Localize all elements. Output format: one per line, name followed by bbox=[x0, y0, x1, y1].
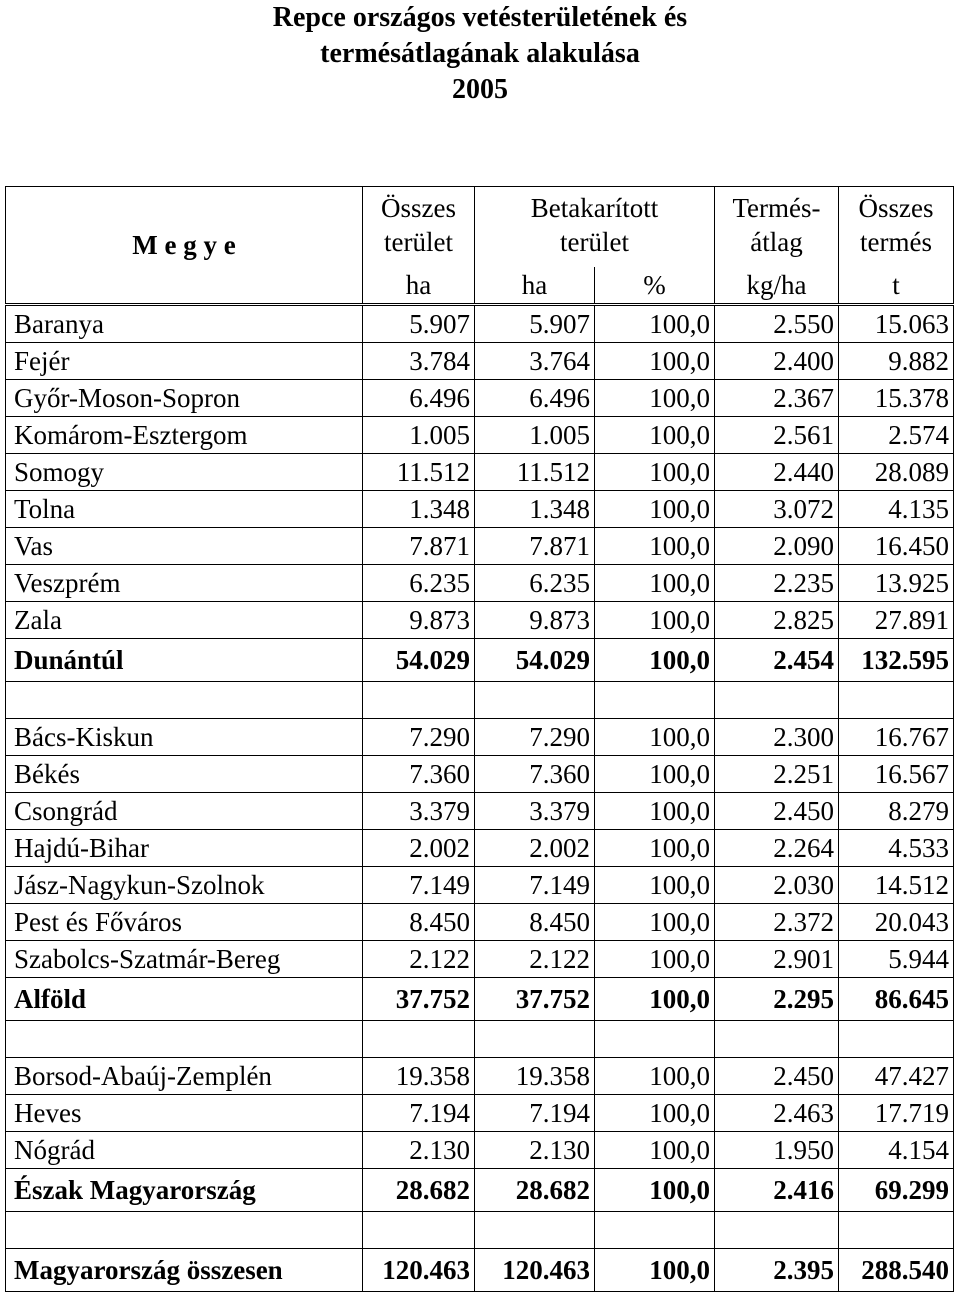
betakaritott-ha-cell: 11.512 bbox=[475, 454, 595, 491]
county-name-cell: Tolna bbox=[6, 491, 363, 528]
termesatlag-cell: 2.264 bbox=[715, 830, 839, 867]
spacer-cell bbox=[839, 1212, 954, 1249]
header-osszes-termes bbox=[839, 187, 954, 268]
termesatlag-cell: 2.251 bbox=[715, 756, 839, 793]
spacer-row bbox=[6, 1021, 954, 1058]
county-name-cell: Nógrád bbox=[6, 1132, 363, 1169]
osszes-termes-cell: 47.427 bbox=[839, 1058, 954, 1095]
unit-ha-2: ha bbox=[475, 267, 595, 305]
table-row bbox=[6, 793, 954, 830]
total-row bbox=[6, 1249, 954, 1292]
header-betakaritott-line2: terület bbox=[560, 227, 629, 257]
table-row bbox=[6, 343, 954, 380]
spacer-cell bbox=[475, 1212, 595, 1249]
osszes-terulet-cell: 11.512 bbox=[363, 454, 475, 491]
betakaritott-pct-cell: 100,0 bbox=[595, 941, 715, 978]
betakaritott-pct-cell: 100,0 bbox=[595, 602, 715, 639]
termesatlag-cell: 2.450 bbox=[715, 1058, 839, 1095]
betakaritott-pct-cell: 100,0 bbox=[595, 904, 715, 941]
osszes-termes-cell: 5.944 bbox=[839, 941, 954, 978]
osszes-terulet-cell: 1.348 bbox=[363, 491, 475, 528]
county-name-cell: Békés bbox=[6, 756, 363, 793]
betakaritott-ha-cell: 9.873 bbox=[475, 602, 595, 639]
betakaritott-ha-cell: 120.463 bbox=[475, 1249, 595, 1292]
betakaritott-pct-cell: 100,0 bbox=[595, 491, 715, 528]
osszes-terulet-cell: 1.005 bbox=[363, 417, 475, 454]
betakaritott-ha-cell: 3.764 bbox=[475, 343, 595, 380]
betakaritott-pct-cell: 100,0 bbox=[595, 1249, 715, 1292]
betakaritott-ha-cell: 8.450 bbox=[475, 904, 595, 941]
table-row bbox=[6, 719, 954, 756]
betakaritott-ha-cell: 7.149 bbox=[475, 867, 595, 904]
header-osszes-termes-line2: termés bbox=[860, 227, 932, 257]
termesatlag-cell: 2.395 bbox=[715, 1249, 839, 1292]
table-row bbox=[6, 417, 954, 454]
osszes-terulet-cell: 6.235 bbox=[363, 565, 475, 602]
county-name-cell: Borsod-Abaúj-Zemplén bbox=[6, 1058, 363, 1095]
spacer-cell bbox=[475, 682, 595, 719]
termesatlag-cell: 2.300 bbox=[715, 719, 839, 756]
betakaritott-pct-cell: 100,0 bbox=[595, 343, 715, 380]
county-name-cell: Vas bbox=[6, 528, 363, 565]
termesatlag-cell: 2.561 bbox=[715, 417, 839, 454]
spacer-cell bbox=[715, 1212, 839, 1249]
osszes-termes-cell: 14.512 bbox=[839, 867, 954, 904]
osszes-termes-cell: 132.595 bbox=[839, 639, 954, 682]
spacer-cell bbox=[363, 682, 475, 719]
county-name-cell: Dunántúl bbox=[6, 639, 363, 682]
osszes-terulet-cell: 3.784 bbox=[363, 343, 475, 380]
table-row bbox=[6, 756, 954, 793]
county-name-cell: Somogy bbox=[6, 454, 363, 491]
header-osszes-terulet bbox=[363, 187, 475, 268]
county-name-cell: Pest és Főváros bbox=[6, 904, 363, 941]
betakaritott-ha-cell: 7.871 bbox=[475, 528, 595, 565]
betakaritott-ha-cell: 1.005 bbox=[475, 417, 595, 454]
spacer-cell bbox=[595, 682, 715, 719]
spacer-cell bbox=[595, 1212, 715, 1249]
unit-kgha: kg/ha bbox=[715, 267, 839, 305]
osszes-terulet-cell: 19.358 bbox=[363, 1058, 475, 1095]
county-name-cell: Észak Magyarország bbox=[6, 1169, 363, 1212]
osszes-termes-cell: 9.882 bbox=[839, 343, 954, 380]
osszes-terulet-cell: 120.463 bbox=[363, 1249, 475, 1292]
spacer-cell bbox=[715, 1021, 839, 1058]
header-osszes-terulet-line1: Összes bbox=[381, 193, 456, 223]
osszes-termes-cell: 4.154 bbox=[839, 1132, 954, 1169]
osszes-termes-cell: 15.063 bbox=[839, 305, 954, 343]
termesatlag-cell: 2.901 bbox=[715, 941, 839, 978]
termesatlag-cell: 2.440 bbox=[715, 454, 839, 491]
osszes-termes-cell: 4.533 bbox=[839, 830, 954, 867]
header-betakaritott-line1: Betakarított bbox=[530, 193, 659, 223]
table-row bbox=[6, 830, 954, 867]
betakaritott-ha-cell: 5.907 bbox=[475, 305, 595, 343]
spacer-cell bbox=[595, 1021, 715, 1058]
osszes-termes-cell: 17.719 bbox=[839, 1095, 954, 1132]
betakaritott-pct-cell: 100,0 bbox=[595, 1058, 715, 1095]
osszes-termes-cell: 69.299 bbox=[839, 1169, 954, 1212]
betakaritott-pct-cell: 100,0 bbox=[595, 830, 715, 867]
spacer-row bbox=[6, 682, 954, 719]
osszes-termes-cell: 16.767 bbox=[839, 719, 954, 756]
osszes-terulet-cell: 8.450 bbox=[363, 904, 475, 941]
spacer-cell bbox=[6, 1021, 363, 1058]
table-row bbox=[6, 941, 954, 978]
osszes-terulet-cell: 54.029 bbox=[363, 639, 475, 682]
betakaritott-pct-cell: 100,0 bbox=[595, 1132, 715, 1169]
betakaritott-ha-cell: 2.122 bbox=[475, 941, 595, 978]
betakaritott-pct-cell: 100,0 bbox=[595, 454, 715, 491]
betakaritott-ha-cell: 3.379 bbox=[475, 793, 595, 830]
table-row bbox=[6, 565, 954, 602]
header-termesatlag bbox=[715, 187, 839, 268]
header-osszes-terulet-line2: terület bbox=[384, 227, 453, 257]
termesatlag-cell: 2.450 bbox=[715, 793, 839, 830]
betakaritott-pct-cell: 100,0 bbox=[595, 380, 715, 417]
betakaritott-pct-cell: 100,0 bbox=[595, 793, 715, 830]
osszes-termes-cell: 28.089 bbox=[839, 454, 954, 491]
county-name-cell: Heves bbox=[6, 1095, 363, 1132]
termesatlag-cell: 1.950 bbox=[715, 1132, 839, 1169]
osszes-terulet-cell: 2.122 bbox=[363, 941, 475, 978]
betakaritott-ha-cell: 7.290 bbox=[475, 719, 595, 756]
county-name-cell: Alföld bbox=[6, 978, 363, 1021]
osszes-terulet-cell: 28.682 bbox=[363, 1169, 475, 1212]
osszes-terulet-cell: 2.130 bbox=[363, 1132, 475, 1169]
betakaritott-pct-cell: 100,0 bbox=[595, 305, 715, 343]
betakaritott-pct-cell: 100,0 bbox=[595, 719, 715, 756]
osszes-termes-cell: 27.891 bbox=[839, 602, 954, 639]
betakaritott-pct-cell: 100,0 bbox=[595, 978, 715, 1021]
osszes-termes-cell: 4.135 bbox=[839, 491, 954, 528]
spacer-cell bbox=[363, 1021, 475, 1058]
subtotal-row bbox=[6, 639, 954, 682]
osszes-terulet-cell: 7.149 bbox=[363, 867, 475, 904]
county-name-cell: Hajdú-Bihar bbox=[6, 830, 363, 867]
betakaritott-ha-cell: 1.348 bbox=[475, 491, 595, 528]
county-name-cell: Zala bbox=[6, 602, 363, 639]
table-row bbox=[6, 491, 954, 528]
betakaritott-pct-cell: 100,0 bbox=[595, 639, 715, 682]
table-row bbox=[6, 305, 954, 343]
termesatlag-cell: 2.295 bbox=[715, 978, 839, 1021]
spacer-row bbox=[6, 1212, 954, 1249]
county-name-cell: Jász-Nagykun-Szolnok bbox=[6, 867, 363, 904]
betakaritott-pct-cell: 100,0 bbox=[595, 1169, 715, 1212]
termesatlag-cell: 2.550 bbox=[715, 305, 839, 343]
county-name-cell: Csongrád bbox=[6, 793, 363, 830]
spacer-cell bbox=[6, 682, 363, 719]
termesatlag-cell: 2.825 bbox=[715, 602, 839, 639]
termesatlag-cell: 3.072 bbox=[715, 491, 839, 528]
table-row bbox=[6, 380, 954, 417]
betakaritott-ha-cell: 7.194 bbox=[475, 1095, 595, 1132]
osszes-terulet-cell: 7.194 bbox=[363, 1095, 475, 1132]
county-name-cell: Győr-Moson-Sopron bbox=[6, 380, 363, 417]
osszes-terulet-cell: 37.752 bbox=[363, 978, 475, 1021]
header-termesatlag-line1: Termés- bbox=[732, 193, 821, 223]
osszes-termes-cell: 20.043 bbox=[839, 904, 954, 941]
betakaritott-pct-cell: 100,0 bbox=[595, 1095, 715, 1132]
header-osszes-termes-line1: Összes bbox=[858, 193, 934, 223]
betakaritott-ha-cell: 19.358 bbox=[475, 1058, 595, 1095]
county-name-cell: Magyarország összesen bbox=[6, 1249, 363, 1292]
unit-ha-1: ha bbox=[363, 267, 475, 305]
osszes-termes-cell: 288.540 bbox=[839, 1249, 954, 1292]
termesatlag-cell: 2.372 bbox=[715, 904, 839, 941]
termesatlag-cell: 2.454 bbox=[715, 639, 839, 682]
table-row bbox=[6, 1132, 954, 1169]
betakaritott-ha-cell: 6.496 bbox=[475, 380, 595, 417]
unit-t: t bbox=[839, 267, 954, 305]
osszes-termes-cell: 8.279 bbox=[839, 793, 954, 830]
spacer-cell bbox=[363, 1212, 475, 1249]
title-line-1: Repce országos vetésterületének és bbox=[272, 2, 688, 33]
spacer-cell bbox=[475, 1021, 595, 1058]
osszes-termes-cell: 86.645 bbox=[839, 978, 954, 1021]
spacer-cell bbox=[715, 682, 839, 719]
county-name-cell: Komárom-Esztergom bbox=[6, 417, 363, 454]
subtotal-row bbox=[6, 1169, 954, 1212]
osszes-termes-cell: 16.450 bbox=[839, 528, 954, 565]
title-line-3: 2005 bbox=[452, 74, 508, 105]
osszes-terulet-cell: 5.907 bbox=[363, 305, 475, 343]
termesatlag-cell: 2.030 bbox=[715, 867, 839, 904]
termesatlag-cell: 2.416 bbox=[715, 1169, 839, 1212]
betakaritott-ha-cell: 6.235 bbox=[475, 565, 595, 602]
termesatlag-cell: 2.235 bbox=[715, 565, 839, 602]
osszes-terulet-cell: 6.496 bbox=[363, 380, 475, 417]
spacer-cell bbox=[839, 1021, 954, 1058]
table-row bbox=[6, 904, 954, 941]
betakaritott-ha-cell: 54.029 bbox=[475, 639, 595, 682]
unit-percent: % bbox=[595, 267, 715, 305]
table-row bbox=[6, 867, 954, 904]
table-row bbox=[6, 1058, 954, 1095]
termesatlag-cell: 2.400 bbox=[715, 343, 839, 380]
osszes-terulet-cell: 9.873 bbox=[363, 602, 475, 639]
page-title bbox=[0, 0, 960, 108]
table-row bbox=[6, 528, 954, 565]
title-line-2: termésátlagának alakulása bbox=[320, 38, 640, 69]
header-termesatlag-line2: átlag bbox=[750, 227, 803, 257]
table-row bbox=[6, 602, 954, 639]
osszes-terulet-cell: 2.002 bbox=[363, 830, 475, 867]
header-betakaritott-terulet bbox=[475, 187, 715, 268]
osszes-termes-cell: 16.567 bbox=[839, 756, 954, 793]
betakaritott-ha-cell: 2.002 bbox=[475, 830, 595, 867]
header-megye: M e g y e bbox=[6, 187, 363, 305]
repce-table bbox=[5, 186, 954, 1292]
osszes-termes-cell: 13.925 bbox=[839, 565, 954, 602]
betakaritott-ha-cell: 37.752 bbox=[475, 978, 595, 1021]
header-row bbox=[6, 187, 954, 268]
osszes-terulet-cell: 3.379 bbox=[363, 793, 475, 830]
osszes-termes-cell: 2.574 bbox=[839, 417, 954, 454]
osszes-terulet-cell: 7.871 bbox=[363, 528, 475, 565]
betakaritott-pct-cell: 100,0 bbox=[595, 417, 715, 454]
county-name-cell: Bács-Kiskun bbox=[6, 719, 363, 756]
betakaritott-pct-cell: 100,0 bbox=[595, 565, 715, 602]
betakaritott-ha-cell: 28.682 bbox=[475, 1169, 595, 1212]
betakaritott-pct-cell: 100,0 bbox=[595, 867, 715, 904]
betakaritott-pct-cell: 100,0 bbox=[595, 756, 715, 793]
table-row bbox=[6, 1095, 954, 1132]
subtotal-row bbox=[6, 978, 954, 1021]
county-name-cell: Baranya bbox=[6, 305, 363, 343]
osszes-termes-cell: 15.378 bbox=[839, 380, 954, 417]
county-name-cell: Szabolcs-Szatmár-Bereg bbox=[6, 941, 363, 978]
county-name-cell: Veszprém bbox=[6, 565, 363, 602]
county-name-cell: Fejér bbox=[6, 343, 363, 380]
termesatlag-cell: 2.463 bbox=[715, 1095, 839, 1132]
betakaritott-pct-cell: 100,0 bbox=[595, 528, 715, 565]
spacer-cell bbox=[6, 1212, 363, 1249]
table-row bbox=[6, 454, 954, 491]
spacer-cell bbox=[839, 682, 954, 719]
osszes-terulet-cell: 7.290 bbox=[363, 719, 475, 756]
termesatlag-cell: 2.090 bbox=[715, 528, 839, 565]
betakaritott-ha-cell: 7.360 bbox=[475, 756, 595, 793]
termesatlag-cell: 2.367 bbox=[715, 380, 839, 417]
table-body bbox=[6, 305, 954, 1292]
betakaritott-ha-cell: 2.130 bbox=[475, 1132, 595, 1169]
osszes-terulet-cell: 7.360 bbox=[363, 756, 475, 793]
